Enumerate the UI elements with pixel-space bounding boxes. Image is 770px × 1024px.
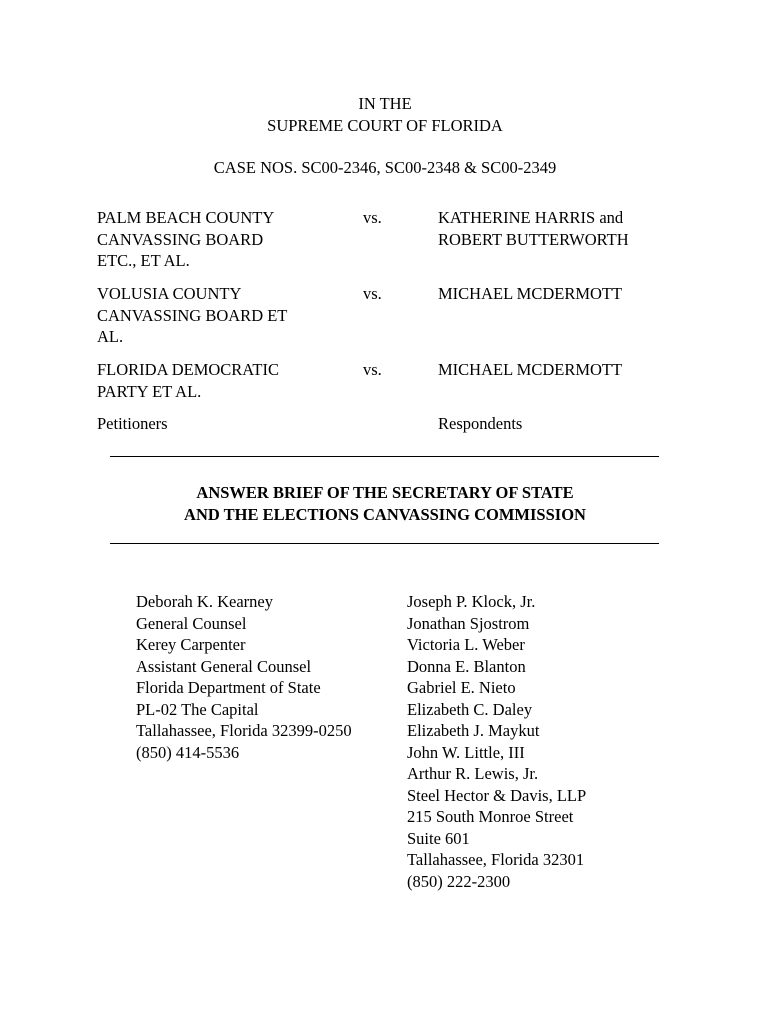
divider-top xyxy=(110,456,659,457)
respondent-1-line: KATHERINE HARRIS and xyxy=(438,208,624,227)
brief-title-line1: ANSWER BRIEF OF THE SECRETARY OF STATE xyxy=(196,483,574,502)
petitioners-label: Petitioners xyxy=(97,414,168,433)
petitioner-2-line: VOLUSIA COUNTY xyxy=(97,284,242,303)
respondent-3 xyxy=(438,359,622,381)
counsel-right-line: Arthur R. Lewis, Jr. xyxy=(407,764,539,783)
counsel-left-line: PL-02 The Capital xyxy=(136,699,259,719)
counsel-left-line: Assistant General Counsel xyxy=(136,656,312,676)
counsel-right-line: John W. Little, III xyxy=(407,742,525,762)
counsel-right-line: Joseph P. Klock, Jr. xyxy=(407,592,536,611)
counsel-right-line: 215 South Monroe Street xyxy=(407,807,574,826)
respondent-1 xyxy=(438,207,629,250)
respondent-1-line: ROBERT BUTTERWORTH xyxy=(438,229,629,249)
counsel-right-line: Steel Hector & Davis, LLP xyxy=(407,785,587,805)
counsel-left-line: Deborah K. Kearney xyxy=(136,592,273,611)
divider-bottom xyxy=(110,543,659,544)
petitioner-2-line: CANVASSING BOARD ET xyxy=(97,305,288,325)
petitioner-1-line: ETC., ET AL. xyxy=(97,251,190,270)
respondent-2-line: MICHAEL MCDERMOTT xyxy=(438,284,623,303)
petitioner-1 xyxy=(97,207,274,272)
respondents-label: Respondents xyxy=(438,414,523,433)
petitioner-2-line: AL. xyxy=(97,327,124,346)
counsel-left-line: General Counsel xyxy=(136,613,247,633)
counsel-right-line: Tallahassee, Florida 32301 xyxy=(407,850,585,869)
court-heading-line2: SUPREME COURT OF FLORIDA xyxy=(267,116,503,135)
counsel-left-line: Tallahassee, Florida 32399-0250 xyxy=(136,721,352,740)
respondent-3-line: MICHAEL MCDERMOTT xyxy=(438,360,623,379)
petitioner-3-line: FLORIDA DEMOCRATIC xyxy=(97,360,279,379)
counsel-right-line: (850) 222-2300 xyxy=(407,871,511,891)
brief-title-line2: AND THE ELECTIONS CANVASSING COMMISSION xyxy=(184,505,586,524)
petitioner-3-line: PARTY ET AL. xyxy=(97,381,202,401)
petitioner-1-line: PALM BEACH COUNTY xyxy=(97,208,275,227)
petitioner-3 xyxy=(97,359,279,402)
counsel-right-line: Jonathan Sjostrom xyxy=(407,613,530,633)
versus-1: vs. xyxy=(363,208,382,227)
counsel-left-line: Florida Department of State xyxy=(136,678,321,697)
counsel-right-line: Donna E. Blanton xyxy=(407,656,526,676)
counsel-right-line: Gabriel E. Nieto xyxy=(407,678,516,697)
counsel-left-line: (850) 414-5536 xyxy=(136,742,240,762)
counsel-right-block xyxy=(407,591,586,892)
petitioner-2 xyxy=(97,283,287,348)
versus-2: vs. xyxy=(363,284,382,303)
counsel-right-line: Elizabeth J. Maykut xyxy=(407,721,540,740)
counsel-right-line: Elizabeth C. Daley xyxy=(407,699,533,719)
respondent-2 xyxy=(438,283,622,305)
counsel-left-block xyxy=(136,591,352,763)
case-numbers: CASE NOS. SC00-2346, SC00-2348 & SC00-2349 xyxy=(213,158,557,177)
counsel-right-line: Victoria L. Weber xyxy=(407,635,525,654)
counsel-left-line: Kerey Carpenter xyxy=(136,635,246,654)
court-heading-line1: IN THE xyxy=(358,94,412,113)
petitioner-1-line: CANVASSING BOARD xyxy=(97,229,264,249)
counsel-right-line: Suite 601 xyxy=(407,828,470,848)
versus-3: vs. xyxy=(363,360,382,379)
